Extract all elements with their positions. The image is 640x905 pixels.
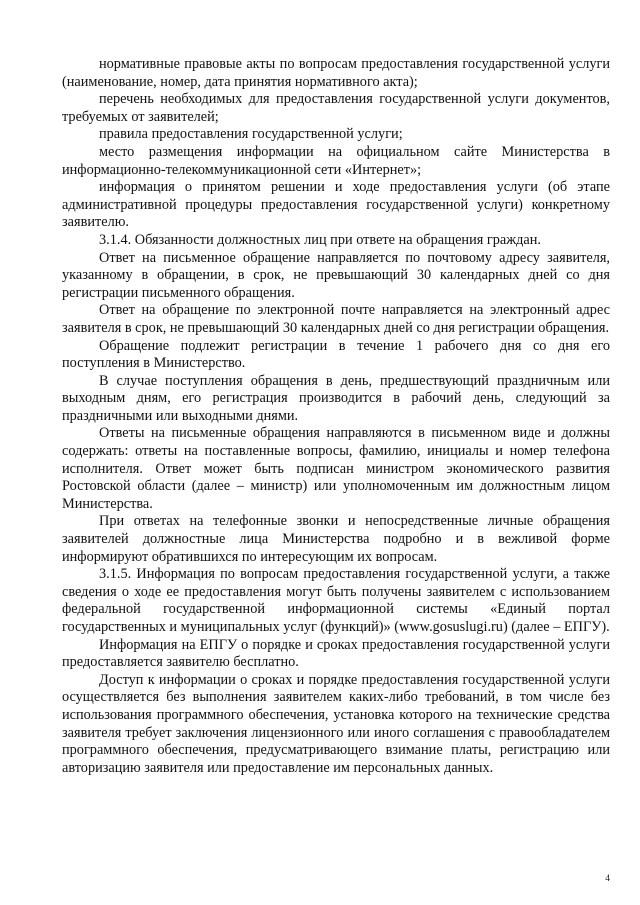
paragraph: правила предоставления государственной услуги; xyxy=(99,126,403,143)
section-paragraph: 3.1.5. Информация по вопросам предоставления государственной услуги, а также сведения о ходе ее предоставления могут быть получены заявителем с использованием федеральной государственной информационной системы «Единый портал государственных и муниципальных услуг (функций)» (www.gosuslugi.ru) (далее – ЕПГУ). xyxy=(62,566,610,635)
paragraph: нормативные правовые акты по вопросам предоставления государственной услуги (наименование, номер, дата принятия нормативного акта); xyxy=(62,56,610,90)
section-heading: 3.1.4. Обязанности должностных лиц при ответе на обращения граждан. xyxy=(99,231,541,248)
paragraph: Информация на ЕПГУ о порядке и сроках предоставления государственной услуги предоставляется заявителю бесплатно. xyxy=(62,636,610,671)
paragraph: Ответы на письменные обращения направляются в письменном виде и должны содержать: ответы на поставленные вопросы, фамилию, инициалы и номер телефона исполнителя. Ответ может быть подписан министром экономического развития Ростовской области (далее – министр) или уполномоченным им должностным лицом Министерства. xyxy=(62,425,610,512)
paragraph: Обращение подлежит регистрации в течение 1 рабочего дня со дня его поступления в Министерство. xyxy=(62,337,610,372)
paragraph: При ответах на телефонные звонки и непосредственные личные обращения заявителей должностные лица Министерства подробно и в вежливой форме информируют обратившихся по интересующим их вопросам. xyxy=(62,513,610,565)
document-body xyxy=(62,56,610,777)
paragraph: место размещения информации на официальном сайте Министерства в информационно-телекоммуникационной сети «Интернет»; xyxy=(62,143,610,178)
paragraph: Ответ на обращение по электронной почте направляется на электронный адрес заявителя в срок, не превышающий 30 календарных дней со дня регистрации обращения. xyxy=(62,302,610,336)
paragraph: В случае поступления обращения в день, предшествующий праздничным или выходным дням, его регистрация производится в рабочий день, следующий за праздничными или выходными днями. xyxy=(62,372,610,424)
paragraph: перечень необходимых для предоставления государственной услуги документов, требуемых от заявителей; xyxy=(62,91,610,125)
paragraph: информация о принятом решении и ходе предоставления услуги (об этапе административной процедуры предоставления государственной услуги) конкретному заявителю. xyxy=(62,179,610,231)
paragraph: Ответ на письменное обращение направляется по почтовому адресу заявителя, указанному в обращении, в срок, не превышающий 30 календарных дней со дня регистрации письменного обращения. xyxy=(62,249,610,301)
paragraph: Доступ к информации о сроках и порядке предоставления государственной услуги осуществляется без выполнения заявителем каких-либо требований, в том числе без использования программного обеспечения, установка которого на технические средства заявителя требует заключения лицензионного или иного соглашения с правообладателем программного обеспечения, предусматривающего взимание платы, регистрацию или авторизацию заявителя или предоставление им персональных данных. xyxy=(62,671,610,776)
page-number: 4 xyxy=(605,874,610,884)
